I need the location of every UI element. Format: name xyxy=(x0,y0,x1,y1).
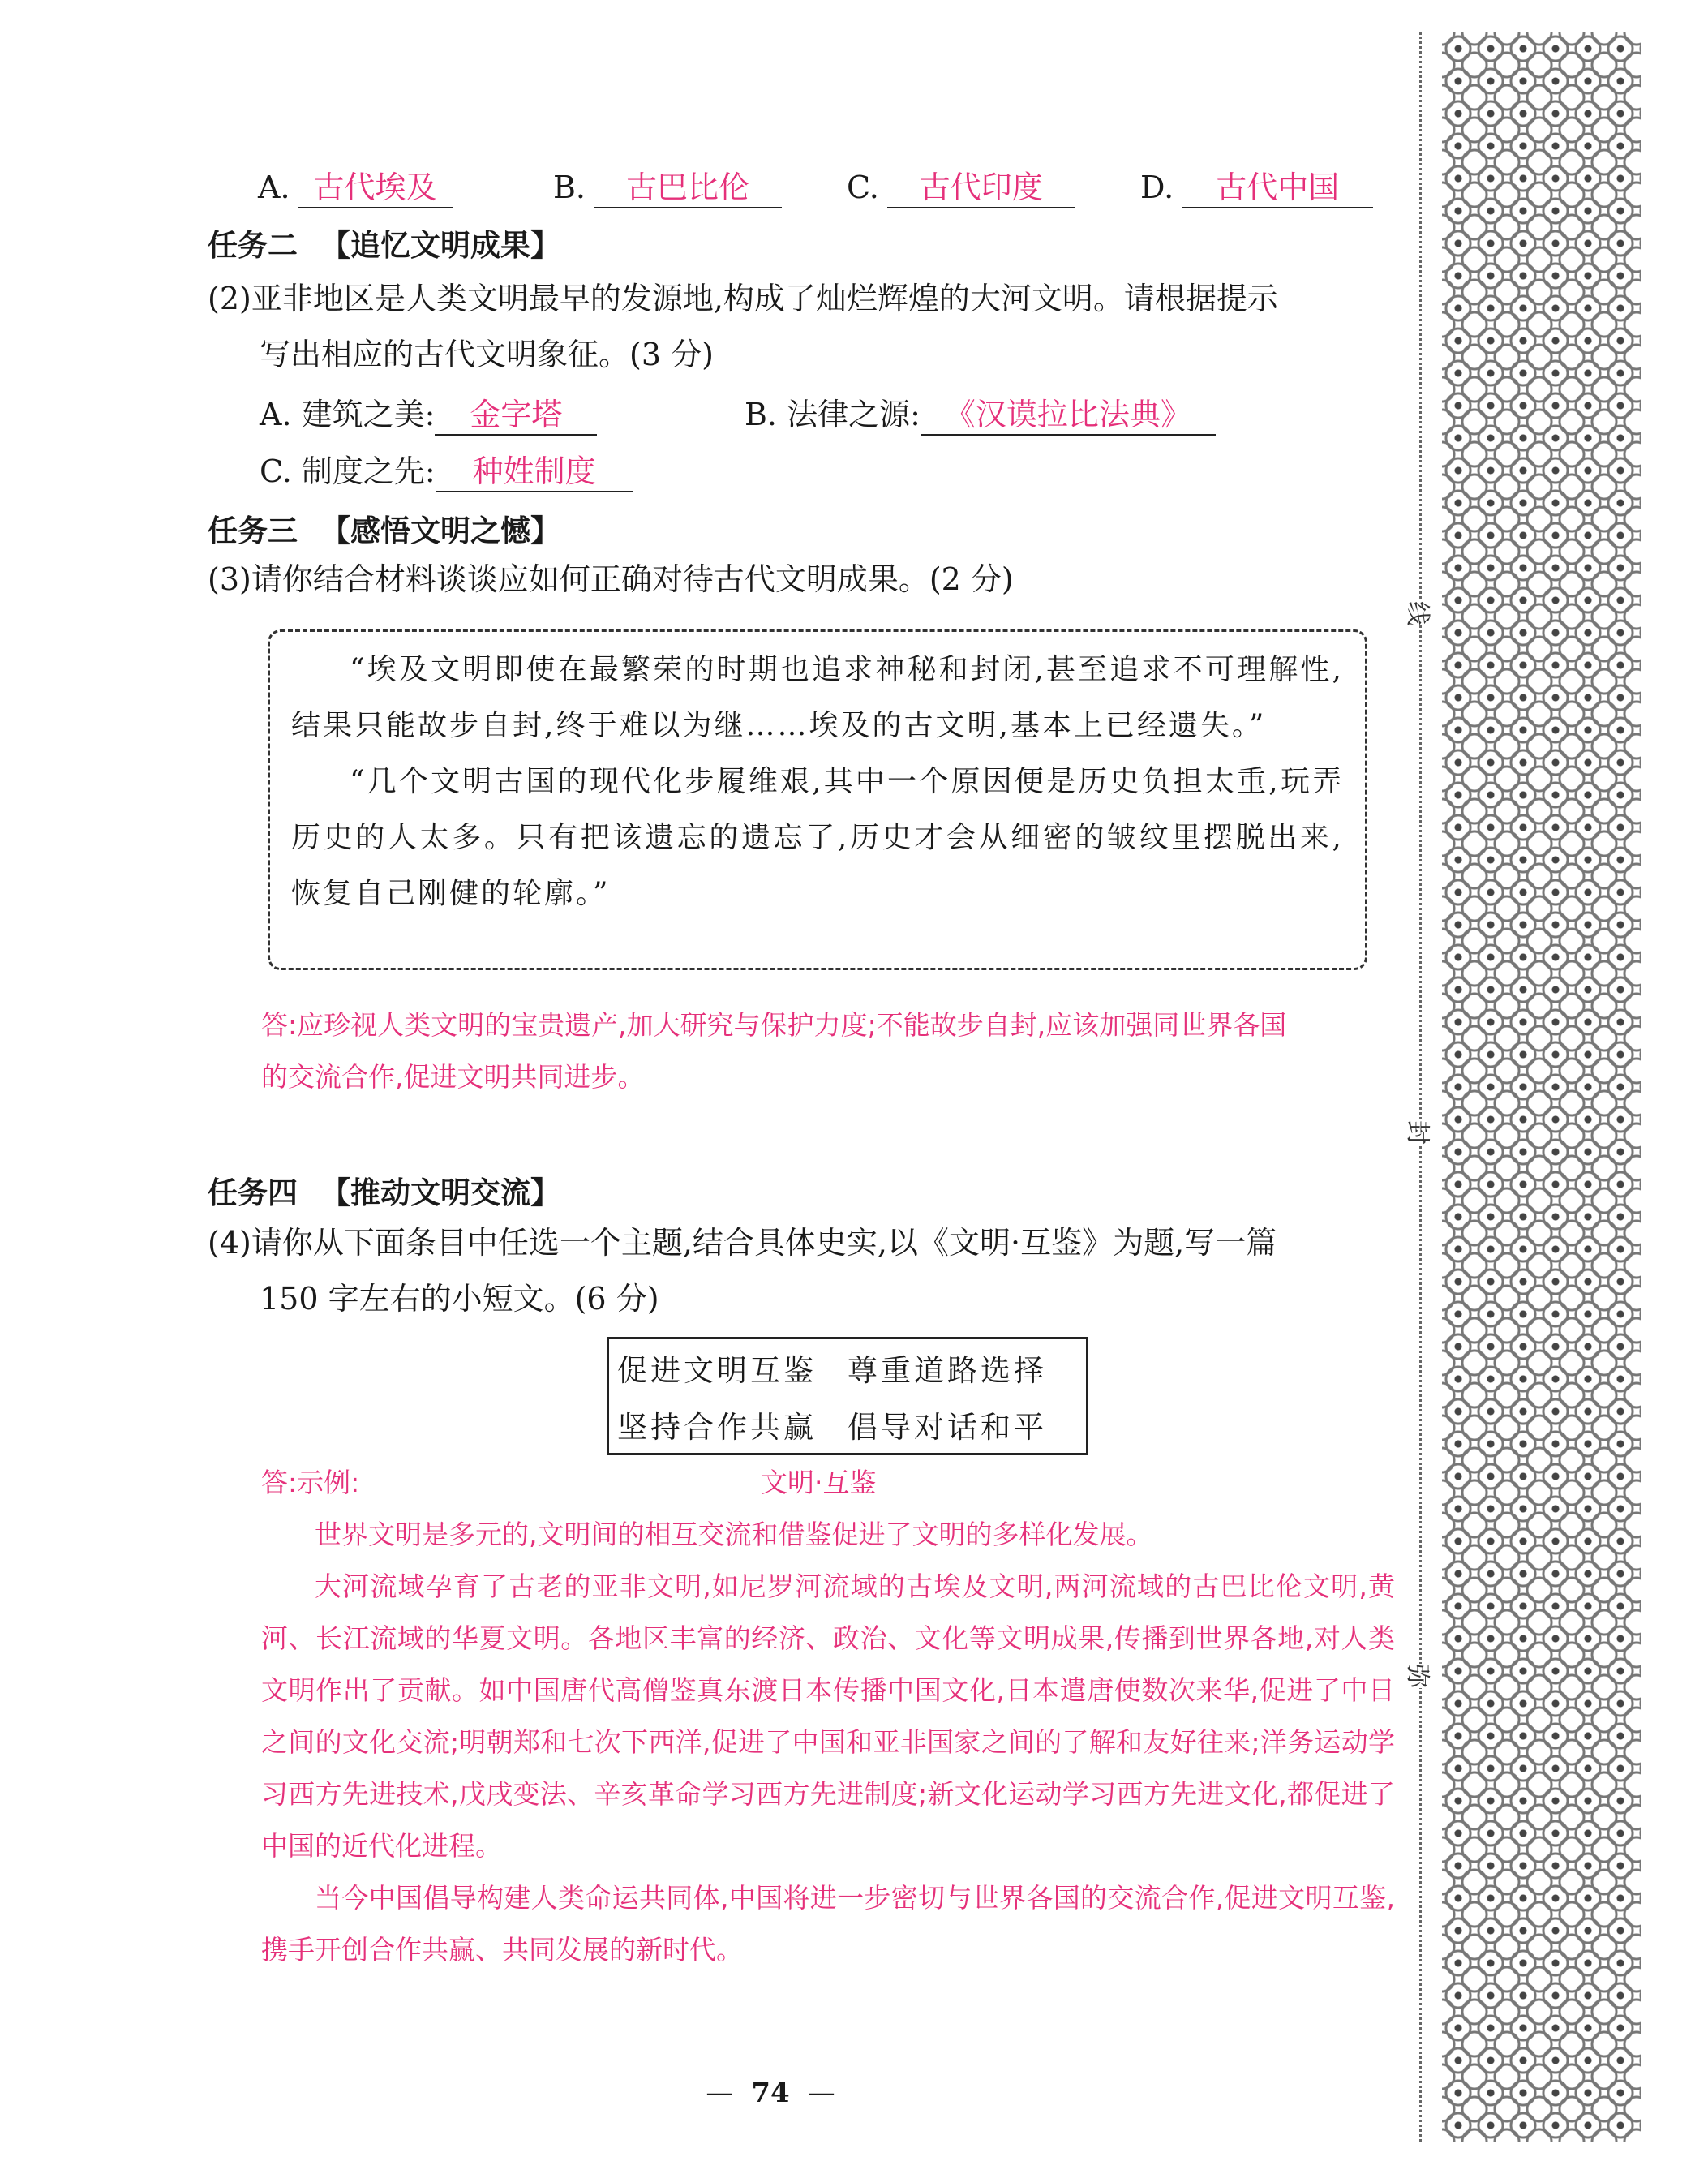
task3-name: 任务三 xyxy=(208,513,298,548)
choice-a-answer: 古代埃及 xyxy=(298,162,453,208)
task3-answer xyxy=(261,999,1397,1103)
choice-b-answer: 古巴比伦 xyxy=(594,162,782,208)
task4-question xyxy=(208,1215,1400,1327)
choice-b xyxy=(553,162,782,208)
task3-question: (3)请你结合材料谈谈应如何正确对待古代文明成果。(2 分) xyxy=(208,561,1014,597)
task2-b-label: B. 法律之源: xyxy=(745,397,921,432)
topics-row xyxy=(609,1396,1086,1453)
material-box xyxy=(268,629,1367,970)
task2-question-line2: 写出相应的古代文明象征。(3 分) xyxy=(260,337,714,372)
task2-answer-a xyxy=(260,389,597,436)
essay-paragraph-1: 世界文明是多元的,文明间的相互交流和借鉴促进了文明的多样化发展。 xyxy=(315,1519,1153,1550)
choice-b-label: B. xyxy=(553,170,586,205)
task4-title: 【推动文明交流】 xyxy=(320,1175,560,1210)
binding-label-seal: 封 xyxy=(1399,1120,1441,1145)
binding-dotted-line xyxy=(1419,32,1422,2142)
choice-a xyxy=(258,162,453,208)
task4-heading xyxy=(208,1168,560,1212)
choice-c xyxy=(847,162,1075,208)
binding-label-mi: 弥 xyxy=(1399,1664,1441,1688)
task3-answer-line2: 的交流合作,促进文明共同进步。 xyxy=(261,1061,645,1093)
page-number-value: 74 xyxy=(751,2077,790,2109)
task4-question-line2: 150 字左右的小短文。(6 分) xyxy=(260,1281,659,1317)
topic-item: 促进文明互鉴 xyxy=(617,1353,817,1388)
task2-c-label: C. 制度之先: xyxy=(260,453,436,489)
page-dash-right: — xyxy=(807,2077,835,2109)
task2-a-answer: 金字塔 xyxy=(435,389,597,436)
task2-c-answer: 种姓制度 xyxy=(436,446,633,492)
essay-answer-prefix: 答:示例: xyxy=(261,1467,360,1498)
task2-title: 【追忆文明成果】 xyxy=(320,228,560,263)
material-paragraph-2: “几个文明古国的现代化步履维艰,其中一个原因便是历史负担太重,玩弄历史的人太多。只有把该遗忘的遗忘了,历史才会从细密的皱纹里摆脱出来,恢复自己刚健的轮廓。” xyxy=(291,765,1344,910)
task2-answer-c xyxy=(260,446,633,492)
essay-paragraph-3: 当今中国倡导构建人类命运共同体,中国将进一步密切与世界各国的交流合作,促进文明互鉴,携手开创合作共赢、共同发展的新时代。 xyxy=(261,1882,1395,1966)
topics-row xyxy=(609,1339,1086,1396)
task2-question xyxy=(208,271,1400,383)
topic-item: 坚持合作共赢 xyxy=(617,1410,817,1445)
binding-label-line: 线 xyxy=(1399,601,1441,625)
task4-question-line1: (4)请你从下面条目中任选一个主题,结合具体史实,以《文明·互鉴》为题,写一篇 xyxy=(208,1225,1277,1261)
binding-pattern xyxy=(1442,32,1641,2142)
task2-question-line1: (2)亚非地区是人类文明最早的发源地,构成了灿烂辉煌的大河文明。请根据提示 xyxy=(208,281,1278,316)
choice-d-label: D. xyxy=(1140,170,1174,205)
topic-item: 尊重道路选择 xyxy=(848,1353,1047,1388)
material-paragraph-1: “埃及文明即使在最繁荣的时期也追求神秘和封闭,甚至追求不可理解性,结果只能故步自封,终于难以为继……埃及的古文明,基本上已经遗失。” xyxy=(291,653,1344,742)
task2-a-label: A. 建筑之美: xyxy=(260,397,436,432)
choice-a-label: A. xyxy=(258,170,290,205)
topic-item: 倡导对话和平 xyxy=(848,1410,1047,1445)
essay-paragraph-2: 大河流域孕育了古老的亚非文明,如尼罗河流域的古埃及文明,两河流域的古巴比伦文明,黄河、长江流域的华夏文明。各地区丰富的经济、政治、文化等文明成果,传播到世界各地,对人类文明作出了贡献。如中国唐代高僧鉴真东渡日本传播中国文化,日本遣唐使数次来华,促进了中日之间的文化交流;明朝郑和七次下西洋,促进了中国和亚非国家之间的了解和友好往来;洋务运动学习西方先进技术,戊戌变法、辛亥革命学习西方先进制度;新文化运动学习西方先进文化,都促进了中国的近代化进程。 xyxy=(261,1570,1395,1862)
choice-d xyxy=(1140,162,1373,208)
topics-table xyxy=(607,1337,1088,1455)
task3-answer-line1: 答:应珍视人类文明的宝贵遗产,加大研究与保护力度;不能故步自封,应该加强同世界各国 xyxy=(261,1009,1287,1041)
task2-heading xyxy=(208,221,560,264)
task2-b-answer: 《汉谟拉比法典》 xyxy=(921,389,1216,436)
essay-title: 文明·互鉴 xyxy=(761,1467,877,1498)
page-number xyxy=(0,2077,1541,2109)
page-dash-left: — xyxy=(706,2077,734,2109)
task2-name: 任务二 xyxy=(208,228,298,263)
task2-answer-b xyxy=(745,389,1216,436)
choice-c-label: C. xyxy=(847,170,879,205)
choice-c-answer: 古代印度 xyxy=(887,162,1075,208)
essay-body xyxy=(261,1509,1395,1976)
task3-heading xyxy=(208,506,560,550)
task4-name: 任务四 xyxy=(208,1175,298,1210)
choice-d-answer: 古代中国 xyxy=(1182,162,1373,208)
task3-title: 【感悟文明之憾】 xyxy=(320,513,560,548)
